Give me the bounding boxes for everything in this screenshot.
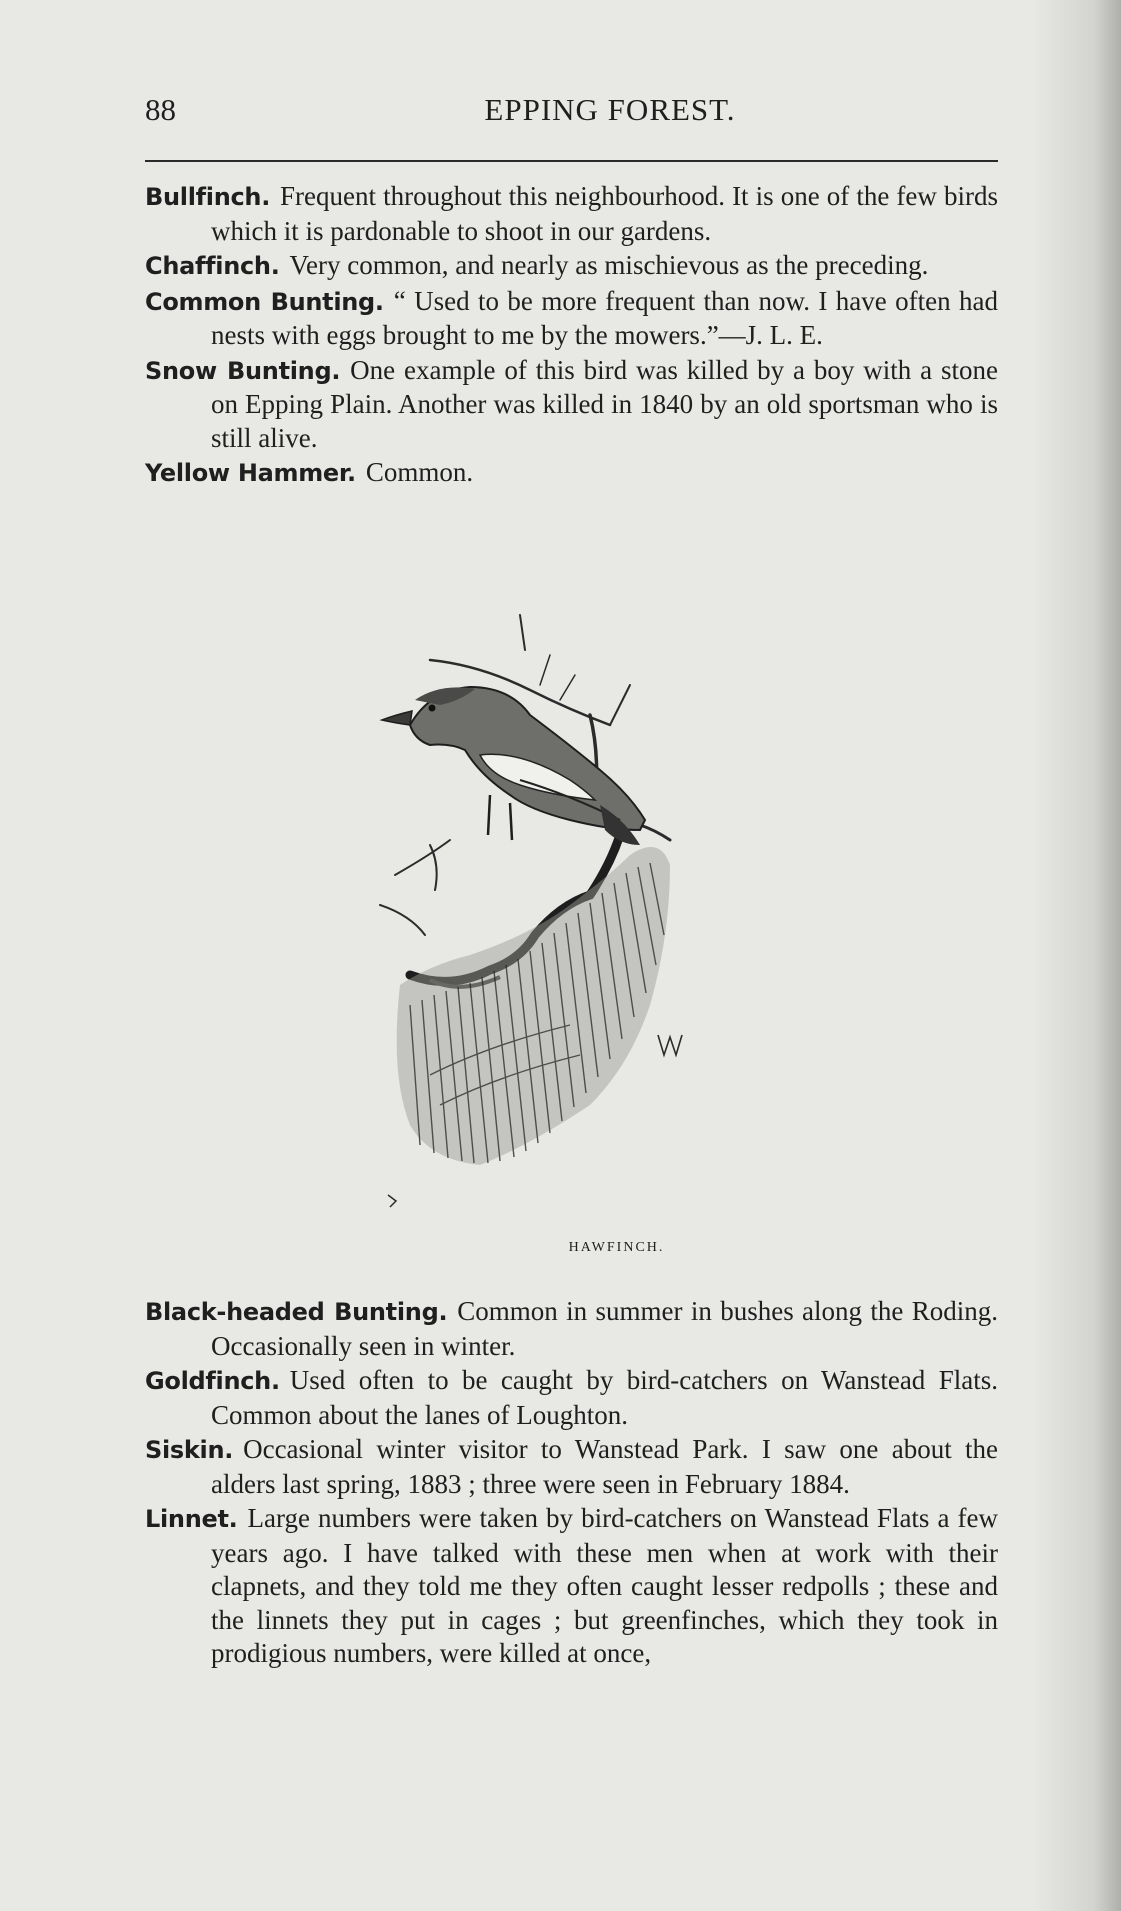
entry-siskin	[145, 1433, 998, 1501]
entry-name: Black-headed Bunting.	[145, 1298, 448, 1326]
entry-chaffinch	[145, 249, 998, 284]
entry-bullfinch	[145, 180, 998, 248]
entry-black-headed-bunting	[145, 1295, 998, 1363]
entry-name: Goldfinch.	[145, 1367, 280, 1395]
entry-text: Large numbers were taken by bird-catchers on Wanstead Flats a few years ago. I have talked with these men when at work with their clapnets, and they told me they often caught lesser redpolls ; these and the linnets they put in cages ; but greenfinches, which they took in prodigious numbers, were killed at once,	[211, 1503, 998, 1668]
foliage-hatching	[397, 847, 670, 1165]
entry-name: Yellow Hammer.	[145, 459, 356, 487]
entry-text: Very common, and nearly as mischievous as the preceding.	[289, 250, 929, 280]
page-number: 88	[145, 92, 176, 127]
entry-name: Bullfinch.	[145, 183, 271, 211]
hawfinch-bird	[382, 687, 645, 845]
entry-text: Used often to be caught by bird-catchers on Wanstead Flats. Common about the lanes of Loughton.	[211, 1365, 998, 1430]
entry-name: Common Bunting.	[145, 287, 384, 316]
entry-name: Chaffinch.	[145, 252, 280, 280]
page-header	[145, 92, 995, 140]
artist-monogram	[658, 1035, 682, 1055]
page-edge-shadow	[1031, 0, 1121, 1911]
entry-snow-bunting	[145, 354, 998, 456]
entry-text: Occasional winter visitor to Wanstead Park. I saw one about the alders last spring, 1883 ; three were seen in February 1884.	[211, 1434, 998, 1499]
entry-linnet	[145, 1502, 998, 1671]
entries-bottom	[145, 1295, 998, 1672]
entry-name: Linnet.	[145, 1505, 238, 1533]
entries-top	[145, 180, 998, 492]
hawfinch-illustration	[370, 605, 770, 1225]
entry-text: “ Used to be more frequent than now. I have often had nests with eggs brought to me by the mowers.”—J. L. E.	[211, 285, 998, 350]
entry-name: Snow Bunting.	[145, 356, 341, 385]
entry-text: One example of this bird was killed by a boy with a stone on Epping Plain. Another was killed in 1840 by an old sportsman who is still alive.	[211, 354, 998, 453]
entry-common-bunting	[145, 285, 998, 353]
entry-name: Siskin.	[145, 1436, 234, 1464]
running-head: EPPING FOREST.	[484, 92, 736, 127]
entry-yellow-hammer	[145, 456, 998, 491]
entry-text: Common.	[365, 457, 474, 487]
ink-mark	[388, 1195, 396, 1207]
figure-caption: HAWFINCH.	[568, 1240, 665, 1255]
entry-text: Frequent throughout this neighbourhood. It is one of the few birds which it is pardonable to shoot in our gardens.	[211, 181, 998, 246]
entry-text: Common in summer in bushes along the Roding. Occasionally seen in winter.	[211, 1296, 998, 1361]
entry-goldfinch	[145, 1364, 998, 1432]
header-rule	[145, 160, 998, 162]
